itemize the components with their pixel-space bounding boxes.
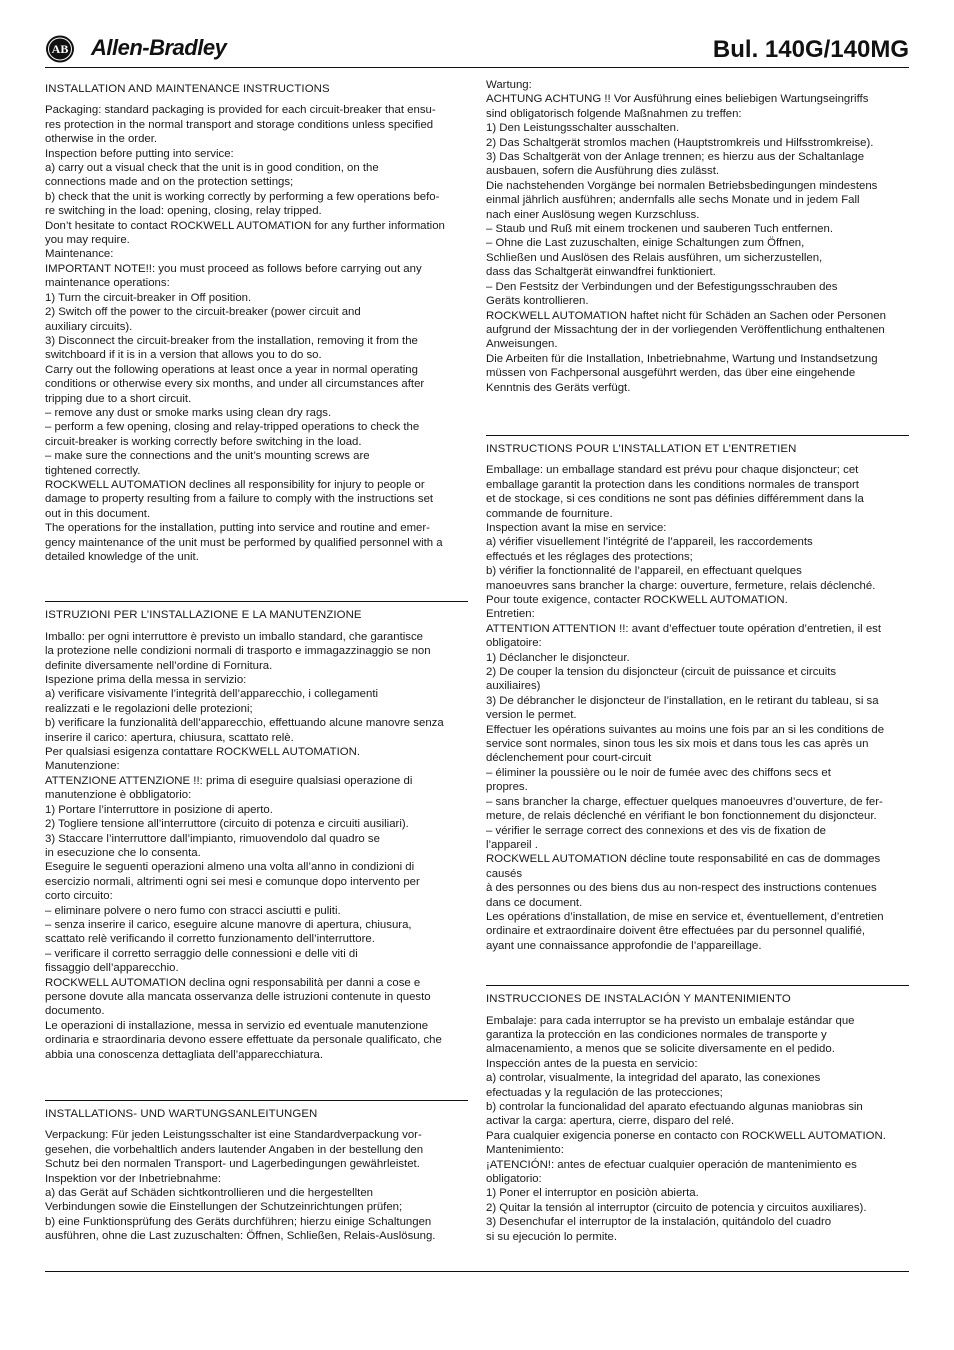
text-line: Maintenance:	[45, 248, 114, 261]
text-line: Entretien:	[486, 608, 535, 621]
text-line: – verificare il corretto serraggio delle connessioni e delle viti di	[45, 947, 358, 960]
text-line: sind obligatorisch folgende Maßnahmen zu treffen:	[486, 107, 742, 120]
text-line: 2) Quitar la tensión al interruptor (circuito de potencia y circuitos auxiliares).	[486, 1201, 867, 1214]
text-line: et de stockage, si ces conditions ne sont pas définies différemment dans la	[486, 493, 864, 506]
text-line: circuit-breaker is working correctly before switching in the load.	[45, 435, 362, 448]
text-line: Imballo: per ogni interruttore è previsto un imballo standard, che garantisce	[45, 630, 423, 643]
text-line: damage to property resulting from a failure to comply with the instructions set	[45, 493, 434, 506]
text-line: gency maintenance of the unit must be performed by qualified personnel with a	[45, 536, 443, 549]
section-divider	[45, 601, 468, 602]
text-line: propres.	[486, 781, 528, 794]
text-line: IMPORTANT NOTE!!: you must proceed as follows before carrying out any	[45, 262, 422, 275]
text-line: ordinaire et extraordinaire doivent être effectuées par du personnel qualifié,	[486, 925, 866, 938]
text-line: Schließen und Auslösen des Relais ausführen, um sicherzustellen,	[486, 251, 823, 264]
text-line: esercizio normali, altrimenti ogni sei mesi e comunque dopo intervento per	[45, 875, 420, 888]
text-line: inserire il carico: apertura, chiusura, scattato relè.	[45, 731, 294, 744]
text-line: ACHTUNG ACHTUNG !! Vor Ausführung eines beliebigen Wartungseingriffs	[486, 93, 869, 106]
section-body	[486, 1014, 909, 1245]
text-line: b) verificare la funzionalità dell’apparecchio, effettuando alcune manovre senza	[45, 717, 444, 730]
text-line: emballage garantit la protection dans les conditions normales de transport	[486, 478, 859, 491]
text-line: effectués et les réglages des protections;	[486, 550, 693, 563]
text-line: manutenzione è obbligatorio:	[45, 789, 192, 802]
text-line: a) vérifier visuellement l’intégrité de l’appareil, les raccordements	[486, 536, 813, 549]
text-line: auxiliary circuits).	[45, 320, 133, 333]
text-line: meture, de relais déclenché en vérifiant le bon fonctionnement du disjoncteur.	[486, 810, 877, 823]
text-line: Emballage: un emballage standard est prévu pour chaque disjoncteur; cet	[486, 464, 859, 477]
text-line: b) vérifier la fonctionnalité de l’appareil, en effectuant quelques	[486, 565, 802, 578]
text-line: 1) Den Leistungsschalter ausschalten.	[486, 122, 680, 135]
text-line: Geräts kontrollieren.	[486, 295, 589, 308]
right-column	[486, 78, 909, 1244]
text-line: Inspection avant la mise en service:	[486, 521, 667, 534]
text-line: almacenamiento, a menos que se solicite diversamente en el pedido.	[486, 1043, 835, 1056]
allen-bradley-logo-icon	[45, 34, 75, 64]
text-line: ayant une connaissance approfondie de l’appareillage.	[486, 939, 762, 952]
text-line: a) verificare visivamente l’integrità dell’apparecchio, i collegamenti	[45, 688, 379, 701]
text-line: Mantenimiento:	[486, 1144, 564, 1157]
text-line: a) carry out a visual check that the unit is in good condition, on the	[45, 162, 379, 175]
text-line: re switching in the load: opening, closing, relay tripped.	[45, 205, 322, 218]
text-line: – sans brancher la charge, effectuer quelques manoeuvres d’ouverture, de fer-	[486, 795, 883, 808]
text-line: ¡ATENCIÓN!: antes de efectuar cualquier operación de mantenimiento es	[486, 1158, 857, 1171]
header-divider	[45, 67, 909, 68]
text-line: 2) De couper la tension du disjoncteur (circuit de puissance et circuits	[486, 666, 837, 679]
text-line: 3) Disconnect the circuit-breaker from the installation, removing it from the	[45, 334, 418, 347]
text-line: persone dovute alla mancata osservanza delle istruzioni contenute in questo	[45, 990, 431, 1003]
text-line: Para cualquier exigencia ponerse en contacto con ROCKWELL AUTOMATION.	[486, 1129, 886, 1142]
text-line: 2) Switch off the power to the circuit-breaker (power circuit and	[45, 306, 361, 319]
text-line: 3) Staccare l’interruttore dall’impianto, rimuovendolo dal quadro se	[45, 832, 380, 845]
text-line: Inspektion vor der Inbetriebnahme:	[45, 1172, 222, 1185]
text-line: ausführen, ohne die Last zuzuschalten: Öffnen, Schließen, Relais-Auslösung.	[45, 1230, 436, 1243]
text-line: – vérifier le serrage correct des connexions et des vis de fixation de	[486, 824, 826, 837]
text-line: tightened correctly.	[45, 464, 141, 477]
text-line: garantiza la protección en las condiciones normales de transporte y	[486, 1028, 827, 1041]
text-line: a) das Gerät auf Schäden sichtkontrollieren und die hergestellten	[45, 1187, 373, 1200]
product-title: Bul. 140G/140MG	[712, 36, 909, 63]
text-line: la protezione nelle condizioni normali di trasporto e immagazzinaggio se non	[45, 645, 431, 658]
text-line: – Den Festsitz der Verbindungen und der Befestigungsschrauben des	[486, 280, 838, 293]
section-german-continued	[486, 78, 909, 395]
text-line: conditions or otherwise every six months, and under all circumstances after	[45, 378, 425, 391]
section-title: INSTRUCTIONS POUR L’INSTALLATION ET L’ENTRETIEN	[486, 442, 797, 455]
text-line: Les opérations d’installation, de mise en service et, éventuellement, d’entretien	[486, 910, 884, 923]
text-line: definite diversamente nell’ordine di Fornitura.	[45, 659, 273, 672]
text-line: aufgrund der Missachtung der in der vorliegenden Veröffentlichung enthaltenen	[486, 323, 885, 336]
section-title: INSTRUCCIONES DE INSTALACIÓN Y MANTENIMIENTO	[486, 993, 791, 1006]
text-line: ATTENZIONE ATTENZIONE !!: prima di eseguire qualsiasi operazione di	[45, 774, 413, 787]
text-line: Schutz bei den normalen Transport- und Lagerbedingungen gewährleistet.	[45, 1158, 420, 1171]
text-line: nach einer Auslösung wegen Kurzschluss.	[486, 208, 700, 221]
section-body	[486, 78, 909, 395]
logo-text: AB	[51, 42, 69, 56]
text-line: you may require.	[45, 234, 130, 247]
text-line: 3) Das Schaltgerät von der Anlage trennen; es hierzu aus der Schaltanlage	[486, 151, 865, 164]
text-line: switchboard if it is in a version that allows you to do so.	[45, 349, 322, 362]
text-line: activar la carga: apertura, cierre, disparo del relé.	[486, 1115, 735, 1128]
text-line: detailed knowledge of the unit.	[45, 551, 199, 563]
text-line: – éliminer la poussière ou le noir de fumée avec des chiffons secs et	[486, 766, 831, 779]
section-body	[45, 1128, 468, 1243]
text-line: Effectuer les opérations suivantes au moins une fois par an si les conditions de	[486, 723, 885, 736]
text-line: realizzati e le regolazioni delle protezioni;	[45, 702, 253, 715]
section-spanish	[486, 992, 909, 1244]
text-line: 1) Turn the circuit-breaker in Off position.	[45, 291, 252, 304]
text-line: ROCKWELL AUTOMATION haftet nicht für Schäden an Sachen oder Personen	[486, 309, 886, 322]
text-line: abbia una conoscenza dettagliata dell’apparecchiatura.	[45, 1048, 324, 1061]
text-line: Packaging: standard packaging is provided for each circuit-breaker that ensu-	[45, 104, 436, 117]
text-line: in esecuzione che lo consenta.	[45, 846, 201, 859]
text-line: – senza inserire il carico, eseguire alcune manovre di apertura, chiusura,	[45, 918, 412, 931]
text-line: – perform a few opening, closing and relay-tripped operations to check the	[45, 421, 420, 434]
text-line: a) controlar, visualmente, la integridad del aparato, las conexiones	[486, 1072, 821, 1085]
text-line: ordinaria e straordinaria devono essere effettuate da personale qualificato, che	[45, 1034, 442, 1047]
text-line: 2) Das Schaltgerät stromlos machen (Hauptstromkreis und Hilfsstromkreise).	[486, 136, 874, 149]
text-line: Verpackung: Für jeden Leistungsschalter ist eine Standardverpackung vor-	[45, 1129, 422, 1142]
text-line: Ispezione prima della messa in servizio:	[45, 674, 247, 687]
section-title: INSTALLATION AND MAINTENANCE INSTRUCTIONS	[45, 83, 330, 95]
text-line: Eseguire le seguenti operazioni almeno una volta all’anno in condizioni di	[45, 861, 415, 874]
text-line: connections made and on the protection settings;	[45, 176, 294, 189]
text-line: The operations for the installation, putting into service and routine and emer-	[45, 522, 430, 535]
text-line: res protection in the normal transport and storage conditions unless specified	[45, 118, 434, 131]
text-line: maintenance operations:	[45, 277, 170, 290]
section-german	[45, 1107, 468, 1244]
text-line: – make sure the connections and the unit’s mounting screws are	[45, 450, 370, 463]
text-line: Anweisungen.	[486, 338, 558, 351]
text-line: ATTENTION ATTENTION !!: avant d’effectuer toute opération d’entretien, il est	[486, 622, 882, 635]
section-body	[45, 630, 468, 1062]
text-line: Kenntnis des Geräts verfügt.	[486, 381, 631, 394]
text-line: commande de fourniture.	[486, 507, 613, 520]
text-line: efectuadas y la regulación de las protecciones;	[486, 1086, 723, 1099]
text-line: b) check that the unit is working correctly by performing a few operations befo-	[45, 190, 440, 203]
text-line: 1) Portare l’interruttore in posizione di aperto.	[45, 803, 273, 816]
text-line: causés	[486, 867, 523, 880]
text-line: dans ce document.	[486, 896, 583, 909]
section-italian	[45, 608, 468, 1062]
section-divider	[486, 435, 909, 436]
section-divider	[486, 985, 909, 986]
left-column	[45, 82, 468, 1244]
text-line: out in this document.	[45, 507, 151, 520]
text-line: si su ejecución lo permite.	[486, 1230, 618, 1243]
text-line: documento.	[45, 1005, 105, 1018]
text-line: l’appareil .	[486, 838, 538, 851]
text-line: Die nachstehenden Vorgänge bei normalen Betriebsbedingungen mindestens	[486, 179, 878, 192]
text-line: tripping due to a short circuit.	[45, 392, 192, 405]
text-line: – Staub und Ruß mit einem trockenen und sauberen Tuch entfernen.	[486, 223, 833, 236]
text-line: – remove any dust or smoke marks using clean dry rags.	[45, 406, 332, 419]
page-header	[45, 30, 909, 70]
brand-name: Allen-Bradley	[91, 35, 227, 60]
text-line: – Ohne die Last zuzuschalten, einige Schaltungen zum Öffnen,	[486, 237, 805, 250]
text-line: manoeuvres sans brancher la charge: ouverture, fermeture, relais déclenché.	[486, 579, 876, 592]
text-line: obligatorio:	[486, 1173, 542, 1186]
text-line: 1) Poner el interruptor en posiciòn abierta.	[486, 1187, 699, 1200]
text-line: ausbauen, sofern die Ausführung dies zulässt.	[486, 165, 720, 178]
text-line: b) controlar la funcionalidad del aparato efectuando algunas maniobras sin	[486, 1101, 863, 1113]
text-line: Wartung:	[486, 79, 532, 91]
text-line: 1) Déclancher le disjoncteur.	[486, 651, 630, 664]
text-line: déclenchement pour court-circuit	[486, 752, 652, 765]
text-line: auxiliaires)	[486, 680, 541, 693]
text-line: Embalaje: para cada interruptor se ha previsto un embalaje estándar que	[486, 1014, 855, 1027]
text-line: Carry out the following operations at least once a year in normal operating	[45, 363, 418, 376]
text-line: scattato relè verificando il corretto funzionamento dell’interruttore.	[45, 933, 375, 946]
text-line: Inspection before putting into service:	[45, 147, 234, 160]
text-line: Verbindungen sowie die Einstellungen der Schutzeinrichtungen prüfen;	[45, 1201, 403, 1214]
text-line: à des personnes ou des biens dus au non-respect des instructions contenues	[486, 882, 877, 895]
text-line: 2) Togliere tensione all’interruttore (circuito di potenza e circuiti ausiliari).	[45, 818, 409, 831]
text-line: corto circuito:	[45, 890, 113, 903]
text-line: b) eine Funktionsprüfung des Geräts durchführen; hierzu einige Schaltungen	[45, 1215, 432, 1228]
section-body	[486, 463, 909, 953]
text-line: müssen von Fachpersonal ausgeführt werden, das über eine eingehende	[486, 367, 856, 380]
text-line: version le permet.	[486, 709, 577, 722]
text-line: Inspección antes de la puesta en servicio:	[486, 1057, 698, 1070]
text-line: otherwise in the order.	[45, 133, 158, 146]
text-line: einmal jährlich ausführen; andernfalls alle sechs Monate und in jedem Fall	[486, 194, 860, 207]
text-line: – eliminare polvere o nero fumo con stracci asciutti e puliti.	[45, 904, 341, 917]
text-line: ROCKWELL AUTOMATION décline toute responsabilité en cas de dommages	[486, 853, 881, 866]
section-title: ISTRUZIONI PER L’INSTALLAZIONE E LA MANUTENZIONE	[45, 609, 362, 622]
text-line: Pour toute exigence, contacter ROCKWELL AUTOMATION.	[486, 594, 788, 606]
text-line: Die Arbeiten für die Installation, Inbetriebnahme, Wartung und Instandsetzung	[486, 352, 878, 365]
text-line: Manutenzione:	[45, 760, 120, 773]
section-body	[45, 103, 468, 564]
section-english	[45, 82, 468, 564]
section-divider	[45, 1100, 468, 1101]
text-line: fissaggio dell’apparecchio.	[45, 962, 179, 975]
text-line: obligatoire:	[486, 637, 542, 650]
section-title: INSTALLATIONS- UND WARTUNGSANLEITUNGEN	[45, 1108, 318, 1120]
text-line: gesehen, die vorbehaltlich anders lautender Angaben in der bestellung den	[45, 1143, 424, 1156]
text-line: Per qualsiasi esigenza contattare ROCKWELL AUTOMATION.	[45, 746, 361, 759]
text-line: 3) De débrancher le disjoncteur de l’installation, en le retirant du tableau, si sa	[486, 694, 879, 707]
text-line: ROCKWELL AUTOMATION declina ogni responsabilità per danni a cose e	[45, 976, 421, 989]
text-line: service sont normales, sinon tous les six mois et dans tous les cas après un	[486, 738, 869, 751]
footer-divider	[45, 1271, 909, 1272]
text-line: dass das Schaltgerät einwandfrei funktioniert.	[486, 266, 716, 279]
text-line: Don’t hesitate to contact ROCKWELL AUTOMATION for any further information	[45, 219, 445, 232]
section-french	[486, 442, 909, 953]
text-line: Le operazioni di installazione, messa in servizio ed eventuale manutenzione	[45, 1019, 429, 1032]
text-line: ROCKWELL AUTOMATION declines all responsibility for injury to people or	[45, 478, 425, 491]
text-line: 3) Desenchufar el interruptor de la instalación, quitándolo del cuadro	[486, 1216, 832, 1229]
